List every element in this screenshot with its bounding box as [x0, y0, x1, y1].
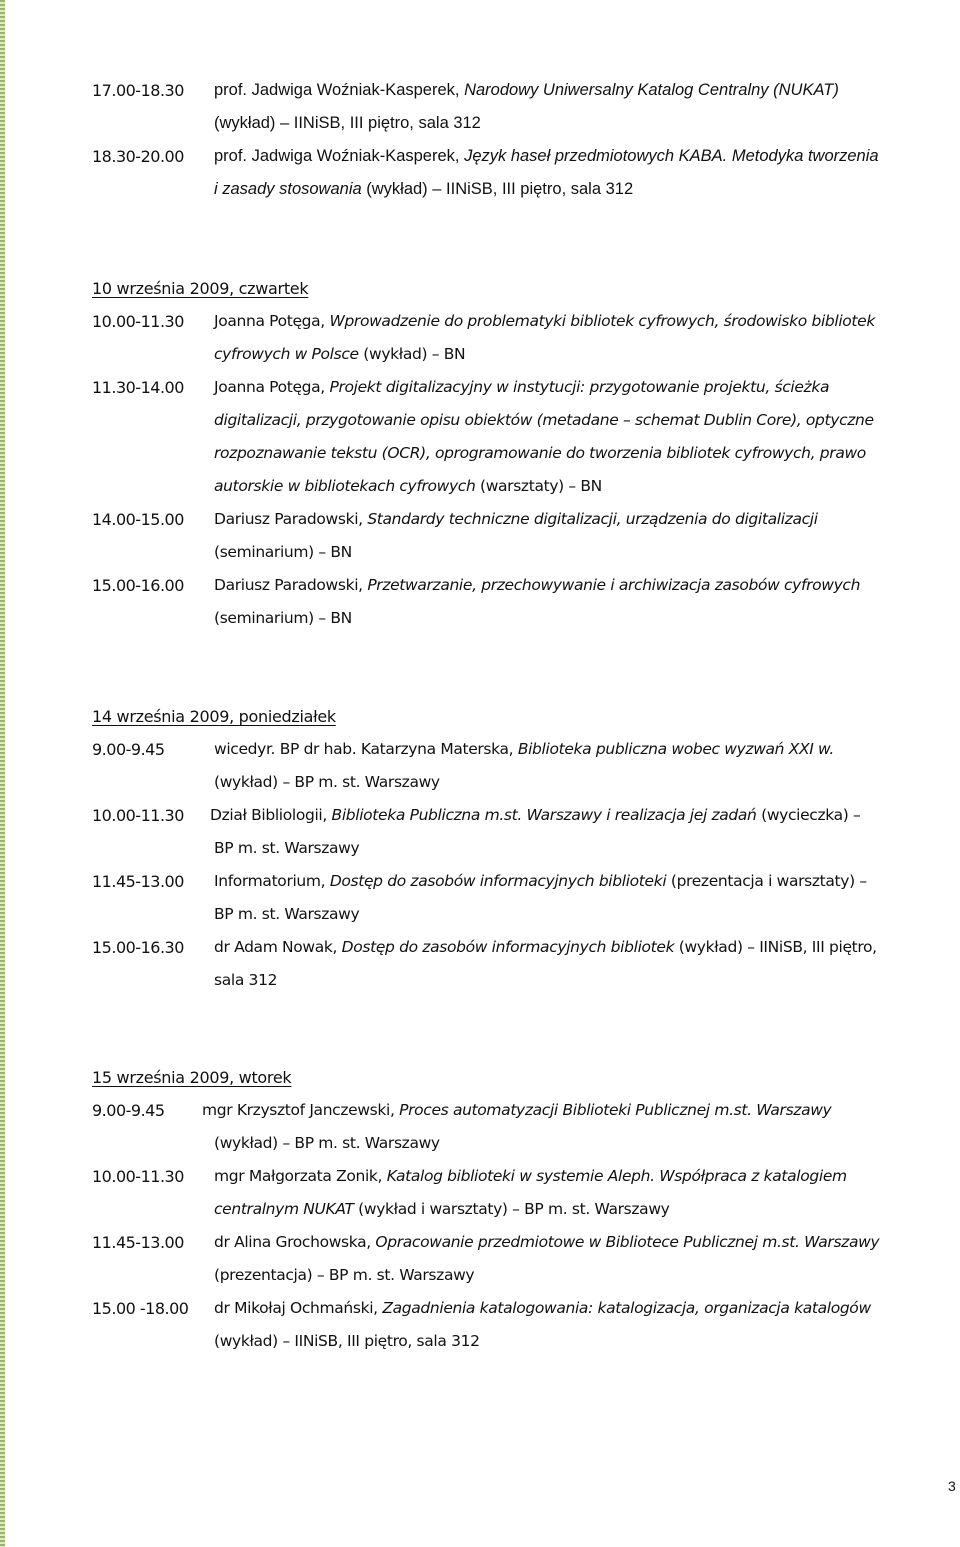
entry-text [214, 74, 940, 107]
day-section-10 [92, 272, 940, 635]
entry-title: cyfrowych w Polsce [214, 345, 359, 363]
time-slot: 14.00-15.00 [92, 510, 184, 529]
entry-title: digitalizacji, przygotowanie opisu obiektów (metadane – schemat Dublin Core), optyczne [214, 411, 874, 429]
entry-speaker: mgr Krzysztof Janczewski, [202, 1101, 400, 1119]
schedule-row-continuation [92, 338, 940, 371]
entry-text [214, 173, 940, 206]
entry-text [214, 733, 940, 766]
schedule-row [92, 1094, 940, 1127]
schedule-row-continuation [92, 1325, 940, 1358]
day-heading: 10 września 2009, czwartek [92, 279, 309, 298]
entry-title: Biblioteka Publiczna m.st. Warszawy i realizacja jej zadań [331, 806, 757, 824]
schedule-row [92, 1160, 940, 1193]
schedule-row-continuation [92, 832, 940, 865]
entry-speaker: Joanna Potęga, [214, 378, 330, 396]
schedule-row-continuation [92, 964, 940, 997]
schedule-row-continuation [92, 766, 940, 799]
entry-title: Opracowanie przedmiotowe w Bibliotece Publicznej m.st. Warszawy [375, 1233, 880, 1251]
entry-title: Standardy techniczne digitalizacji, urządzenia do digitalizacji [367, 510, 818, 528]
schedule-row [92, 1226, 940, 1259]
entry-location: (prezentacja) – BP m. st. Warszawy [214, 1266, 475, 1284]
time-slot: 18.30-20.00 [92, 147, 184, 166]
entry-location: (wykład) – IINiSB, III piętro, sala 312 [214, 114, 481, 132]
entry-title: centralnym NUKAT [214, 1200, 354, 1218]
entry-speaker: Informatorium, [214, 872, 330, 890]
entry-title: Proces automatyzacji Biblioteki Publicznej m.st. Warszawy [399, 1101, 832, 1119]
schedule-row-continuation [92, 470, 940, 503]
time-slot: 9.00-9.45 [92, 740, 165, 759]
entry-text [214, 1193, 940, 1226]
entry-title: Dostęp do zasobów informacyjnych biblioteki [329, 872, 667, 890]
day-section-14 [92, 700, 940, 997]
time-slot: 15.00-16.30 [92, 938, 184, 957]
entry-text [202, 1094, 940, 1127]
entry-title: Wprowadzenie do problematyki bibliotek cyfrowych, środowisko bibliotek [329, 312, 875, 330]
entry-speaker: dr Adam Nowak, [214, 938, 342, 956]
schedule-row [92, 74, 940, 107]
time-slot: 10.00-11.30 [92, 312, 184, 331]
entry-text [214, 470, 940, 503]
schedule-row [92, 865, 940, 898]
entry-text [214, 865, 940, 898]
time-slot: 10.00-11.30 [92, 806, 184, 825]
schedule-row [92, 569, 940, 602]
entry-location: (wykład) – IINiSB, III piętro, sala 312 [361, 180, 634, 198]
day-heading: 14 września 2009, poniedziałek [92, 707, 336, 726]
entry-text [214, 931, 940, 964]
entry-text [214, 1292, 940, 1325]
day-section-15 [92, 1061, 940, 1358]
schedule-row-continuation [92, 898, 940, 931]
entry-text [214, 338, 940, 371]
entry-text [214, 569, 940, 602]
entry-location: (wykład) – IINiSB, III piętro, [674, 938, 877, 956]
entry-type: (wycieczka) – [756, 806, 861, 824]
entry-title: autorskie w bibliotekach cyfrowych [214, 477, 476, 495]
day-heading-row [92, 272, 940, 305]
entry-speaker: prof. Jadwiga Woźniak-Kasperek, [214, 147, 465, 165]
entry-speaker: Joanna Potęga, [214, 312, 330, 330]
entry-title: Zagadnienia katalogowania: katalogizacja, organizacja katalogów [382, 1299, 871, 1317]
schedule-row-continuation [92, 173, 940, 206]
day-heading: 15 września 2009, wtorek [92, 1068, 292, 1087]
entry-title: rozpoznawanie tekstu (OCR), oprogramowanie do tworzenia bibliotek cyfrowych, prawo [214, 444, 866, 462]
schedule-row [92, 733, 940, 766]
entry-title: Katalog biblioteki w systemie Aleph. Współpraca z katalogiem [386, 1167, 847, 1185]
entry-speaker: prof. Jadwiga Woźniak-Kasperek, [214, 81, 465, 99]
time-slot: 15.00-16.00 [92, 576, 184, 595]
time-slot: 15.00 -18.00 [92, 1299, 189, 1318]
schedule-row-continuation [92, 602, 940, 635]
entry-location: sala 312 [214, 971, 278, 989]
schedule-row [92, 1292, 940, 1325]
schedule-row-continuation [92, 536, 940, 569]
schedule-row [92, 305, 940, 338]
entry-text [214, 1226, 940, 1259]
entry-speaker: Dział Bibliologii, [210, 806, 332, 824]
entry-speaker: Dariusz Paradowski, [214, 510, 368, 528]
entry-title: Dostęp do zasobów informacyjnych bibliotek [341, 938, 675, 956]
entry-speaker: dr Alina Grochowska, [214, 1233, 376, 1251]
entry-location: BP m. st. Warszawy [214, 905, 360, 923]
entry-title: Narodowy Uniwersalny Katalog Centralny (NUKAT) [464, 81, 839, 99]
entry-title: Projekt digitalizacyjny w instytucji: przygotowanie projektu, ścieżka [329, 378, 830, 396]
entry-title: i zasady stosowania [214, 180, 362, 198]
schedule-row [92, 140, 940, 173]
entry-location: (warsztaty) – BN [475, 477, 602, 495]
entry-location: (seminarium) – BN [214, 543, 352, 561]
entry-location: (wykład i warsztaty) – BP m. st. Warszawy [353, 1200, 670, 1218]
schedule-row [92, 799, 940, 832]
entry-location: (wykład) – BP m. st. Warszawy [214, 1134, 440, 1152]
entry-type: (prezentacja i warsztaty) – [666, 872, 867, 890]
schedule-block-top [92, 74, 940, 206]
schedule-row-continuation [92, 437, 940, 470]
entry-text [214, 140, 940, 173]
page-number: 3 [948, 1478, 956, 1494]
entry-title: Język haseł przedmiotowych KABA. Metodyka tworzenia [464, 147, 879, 165]
schedule-row-continuation [92, 107, 940, 140]
time-slot: 11.45-13.00 [92, 872, 184, 891]
entry-title: Przetwarzanie, przechowywanie i archiwizacja zasobów cyfrowych [367, 576, 861, 594]
entry-title: Biblioteka publiczna wobec wyzwań XXI w. [517, 740, 834, 758]
entry-location: BP m. st. Warszawy [214, 839, 360, 857]
time-slot: 17.00-18.30 [92, 81, 184, 100]
schedule-row [92, 503, 940, 536]
schedule-row-continuation [92, 1127, 940, 1160]
time-slot: 9.00-9.45 [92, 1101, 165, 1120]
entry-speaker: wicedyr. BP dr hab. Katarzyna Materska, [214, 740, 518, 758]
entry-location: (wykład) – BP m. st. Warszawy [214, 773, 440, 791]
time-slot: 10.00-11.30 [92, 1167, 184, 1186]
schedule-row-continuation [92, 404, 940, 437]
entry-speaker: mgr Małgorzata Zonik, [214, 1167, 387, 1185]
day-heading-row [92, 700, 940, 733]
entry-text [214, 503, 940, 536]
schedule-row [92, 931, 940, 964]
entry-text [210, 799, 940, 832]
schedule-row [92, 371, 940, 404]
schedule-row-continuation [92, 1259, 940, 1292]
schedule-row-continuation [92, 1193, 940, 1226]
entry-text [214, 305, 940, 338]
entry-location: (wykład) – BN [358, 345, 466, 363]
entry-text [214, 371, 940, 404]
entry-location: (wykład) – IINiSB, III piętro, sala 312 [214, 1332, 480, 1350]
time-slot: 11.45-13.00 [92, 1233, 184, 1252]
time-slot: 11.30-14.00 [92, 378, 184, 397]
day-heading-row [92, 1061, 940, 1094]
entry-speaker: Dariusz Paradowski, [214, 576, 368, 594]
entry-speaker: dr Mikołaj Ochmański, [214, 1299, 383, 1317]
entry-location: (seminarium) – BN [214, 609, 352, 627]
entry-text [214, 1160, 940, 1193]
